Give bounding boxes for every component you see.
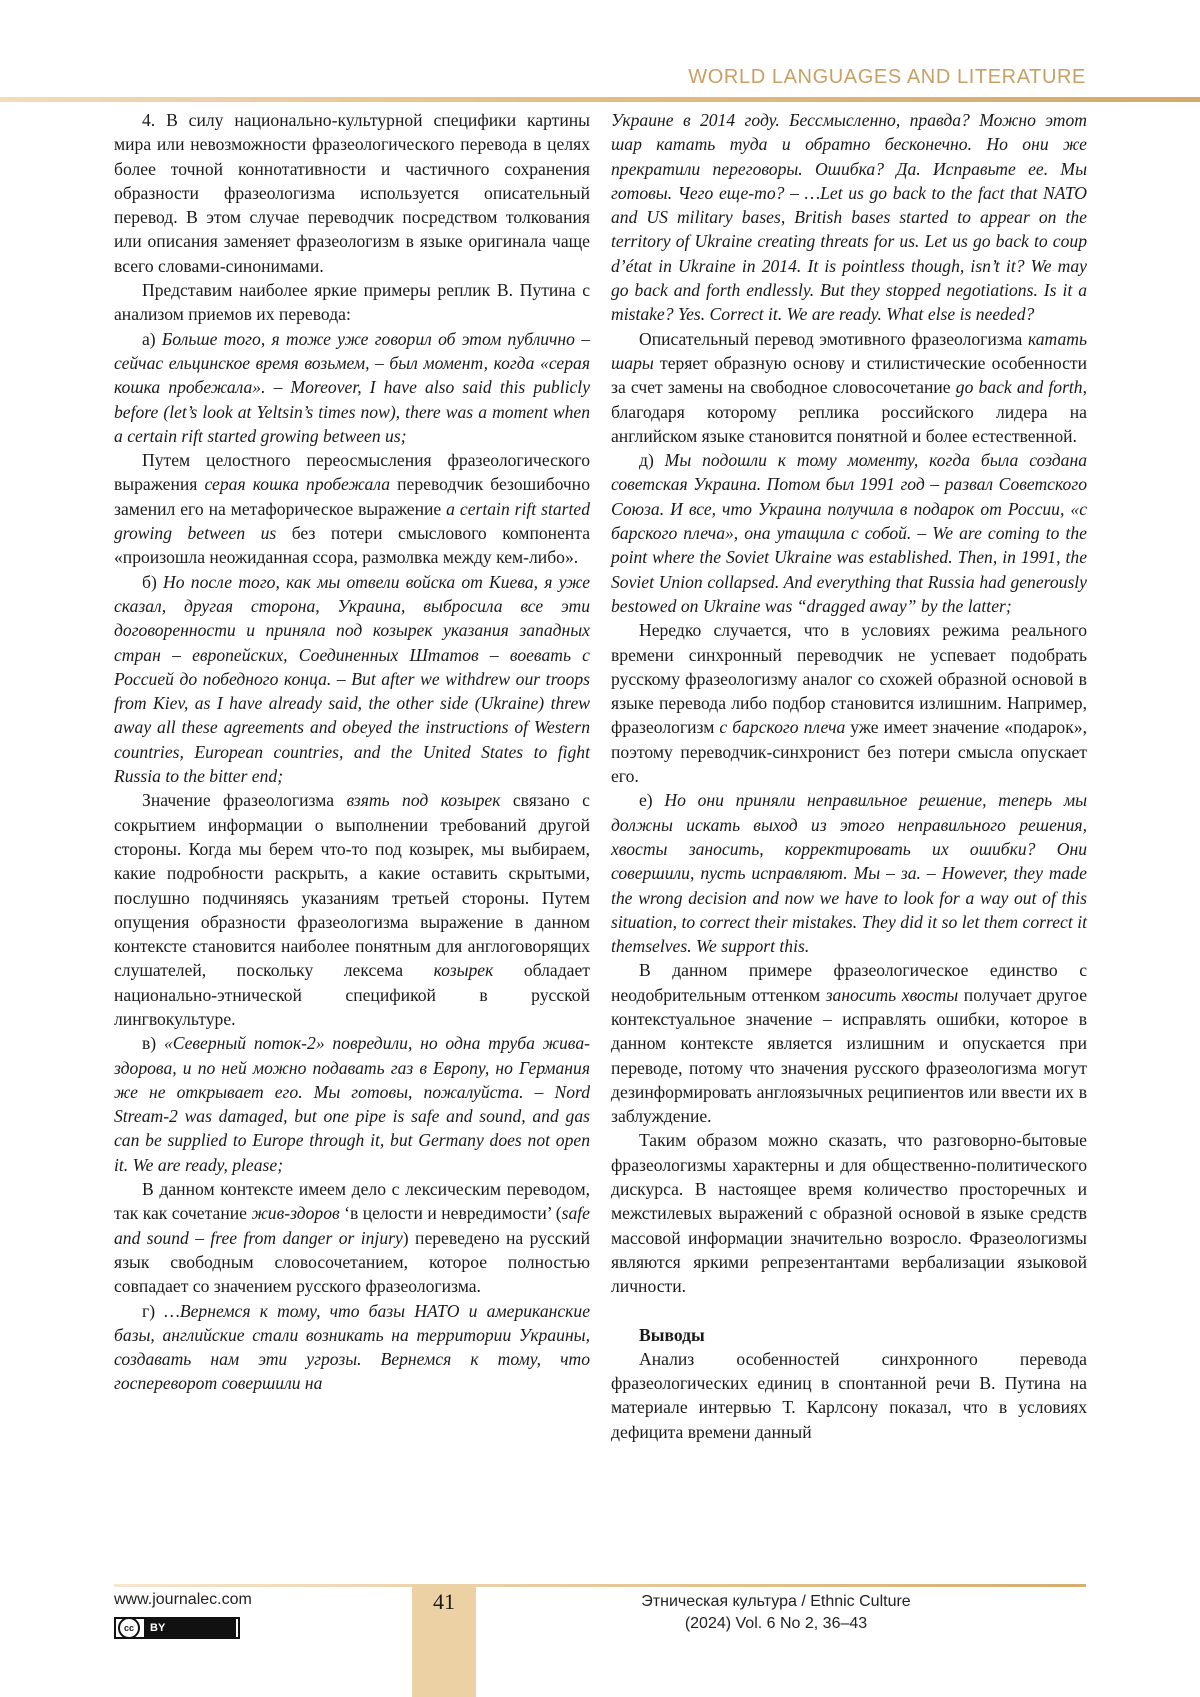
left-column xyxy=(114,108,590,1396)
cc-icon: cc xyxy=(118,1617,140,1639)
journal-name: Этническая культура / Ethnic Culture xyxy=(641,1593,911,1610)
page-number: 41 xyxy=(433,1589,455,1614)
paragraph xyxy=(114,1177,590,1298)
text-run: Значение фразеологизма xyxy=(142,790,347,811)
paragraph xyxy=(114,108,590,278)
paragraph xyxy=(114,448,590,569)
text-run: уже имеет значение «подарок», поэтому переводчик-синхронист без потери смысла опускает его. xyxy=(611,717,1087,787)
footer-rule xyxy=(114,1584,1086,1587)
text-run: а) xyxy=(142,328,162,349)
text-run: ) переведено на русский язык свободным словосочетанием, которое полностью совпадает со значением русского фразеологизма. xyxy=(114,1227,590,1297)
header-rule xyxy=(0,97,1200,102)
paragraph xyxy=(611,108,1087,327)
cc-by-license-badge[interactable] xyxy=(114,1617,240,1639)
journal-citation xyxy=(616,1591,936,1635)
italic-run: с барского плеча xyxy=(719,717,846,738)
paragraph xyxy=(114,788,590,1031)
paragraph xyxy=(611,788,1087,958)
paragraph xyxy=(114,1299,590,1396)
right-column xyxy=(611,108,1087,1444)
text-run: В данном примере фразеологическое единство с неодобрительным оттенком xyxy=(611,960,1087,1005)
text-run: ‘в целости и невредимости’ ( xyxy=(339,1203,562,1224)
text-run: Представим наиболее яркие примеры реплик В. Путина с анализом приемов их перевода: xyxy=(114,280,590,325)
italic-run: …Вернемся к тому, что базы НАТО и американские базы, английские стали возникать на территории Украины, создавать нам эти угрозы. Вернемся к тому, что госпереворот совершили на xyxy=(114,1300,590,1394)
paragraph xyxy=(114,570,590,789)
italic-run: жив-здоров xyxy=(251,1203,340,1224)
paragraph xyxy=(611,618,1087,788)
italic-run: Больше того, я тоже уже говорил об этом публично – сейчас ельцинское время возьмем, – был момент, когда «серая кошка пробежала». – Moreover, I have also said this publicly before (let’s look at Yeltsin’s times now), there was a moment when a certain rift started growing between us; xyxy=(114,328,590,446)
italic-run: Но после того, как мы отвели войска от Киева, я уже сказал, другая сторона, Украина, выбросила все эти договоренности и приняла под козырек указания западных стран – европейских, Соединенных Штатов – воевать с Россией до победного конца. – But after we withdrew our troops from Kiev, as I have already said, the other side (Ukraine) threw away all these agreements and obeyed the instructions of Western countries, European countries, and the United States to fight Russia to the bitter end; xyxy=(114,571,591,787)
paragraph xyxy=(611,1128,1087,1298)
italic-run: safe and sound – free from danger or injury xyxy=(114,1203,590,1248)
text-run: д) xyxy=(639,450,665,471)
section-gap xyxy=(611,1299,1087,1323)
text-run: е) xyxy=(639,790,665,811)
text-run: связано с сокрытием информации о выполнении требований другой стороны. Когда мы берем что-то под козырек, мы выбираем, какие подробности раскрыть, а какие оставить скрытыми, послушно подчиняясь указаниям третьей стороны. Путем опущения образности фразеологизма выражение в данном контексте становится наиболее понятным для англоговорящих слушателей, поскольку лексема xyxy=(114,790,590,981)
italic-run: a certain rift started growing between us xyxy=(114,498,590,544)
italic-run: Мы подошли к тому моменту, когда была создана советская Украина. Потом был 1991 год – развал Советского Союза. И все, что Украина получила в подарок от России, «с барского плеча», она утащила с собой. – We are coming to the point where the Soviet Ukraine was established. Then, in 1991, the Soviet Union collapsed. And everything that Russia had generously bestowed on Ukraine was “dragged away” by the latter; xyxy=(611,450,1087,616)
text-run: в) xyxy=(142,1033,164,1054)
text-run: получает другое контекстуальное значение – исправлять ошибки, которое в данном контексте является излишним и опускается при переводе, потому что значения русского фразеологизма могут дезинформировать англоязычных реципиентов или ввести их в заблуждение. xyxy=(611,984,1088,1127)
text-run: Выводы xyxy=(639,1324,705,1345)
paragraph xyxy=(611,1347,1087,1444)
paragraph xyxy=(611,327,1087,448)
text-run: Анализ особенностей синхронного перевода фразеологических единиц в спонтанной речи В. Путина на материале интервью Т. Карлсону показал, что в условиях дефицита времени данный xyxy=(611,1348,1087,1442)
text-run: г) xyxy=(142,1300,165,1321)
text-run: переводчик безошибочно заменил его на метафорическое выражение xyxy=(114,474,590,519)
section-heading xyxy=(611,1323,1087,1347)
text-run: 4. В силу национально-культурной специфики картины мира или невозможности фразеологического перевода в целях более точной коннотативности и частичного сохранения образности фразеологизма используется описательный перевод. В этом случае переводчик посредством толкования или описания заменяет фразеологизм в языке оригинала чаще всего словами-синонимами. xyxy=(114,110,590,276)
text-run: теряет образную основу и стилистические особенности за счет замены на свободное словосочетание xyxy=(611,352,1087,398)
section-title: WORLD LANGUAGES AND LITERATURE xyxy=(688,66,1086,88)
paragraph xyxy=(611,448,1087,618)
text-run: Путем целостного переосмысления фразеологического выражения xyxy=(114,450,590,495)
italic-run: взять под козырек xyxy=(346,790,501,811)
journal-website-link[interactable]: www.journalec.com xyxy=(114,1591,252,1608)
italic-run: Но они приняли неправильное решение, теперь мы должны искать выход из этого неправильного решения, хвосты заносить, корректировать их ошибки? Они совершили, пусть исправляют. Мы – за. – However, they made the wrong decision and now we have to look for a way out of this situation, to correct their mistakes. They did it so let them correct it themselves. We support this. xyxy=(611,790,1087,957)
italic-run: go back and forth xyxy=(955,377,1083,398)
text-run: б) xyxy=(142,571,164,592)
italic-run: серая кошка пробежала xyxy=(204,474,391,495)
italic-run: заносить хвосты xyxy=(825,984,959,1005)
by-icon: BY xyxy=(144,1619,236,1637)
text-run: Описательный перевод эмотивного фразеологизма xyxy=(639,328,1028,349)
text-run: Нередко случается, что в условиях режима реального времени синхронный переводчик не успевает подобрать русскому фразеологизму аналог со схожей образной основой в языке перевода либо подбор становится излишним. Например, фразеологизм xyxy=(611,620,1087,738)
paragraph xyxy=(114,278,590,327)
text-run: , благодаря которому реплика российского лидера на английском языке становится понятной и более естественной. xyxy=(611,377,1088,446)
text-run: обладает национально-этнической спецификой в русской лингвокультуре. xyxy=(114,960,590,1029)
paragraph xyxy=(114,327,590,448)
text-run: без потери смыслового компонента «произошла неожиданная ссора, размолвка между кем-либо». xyxy=(114,523,591,568)
italic-run: «Северный поток-2» повредили, но одна труба жива-здорова, и по ней можно подавать газ в Европу, но Германия же не открывает его. Мы готовы, пожалуйста. – Nord Stream-2 was damaged, but one pipe is safe and sound, and gas can be supplied to Europe through it, but Germany does not open it. We are ready, please; xyxy=(114,1033,590,1175)
text-run: Таким образом можно сказать, что разговорно-бытовые фразеологизмы характерны и для общественно-политического дискурса. В настоящее время количество просторечных и межстилевых выражений с образной основой в языке средств массовой информации значительно возросло. Фразеологизмы являются яркими репрезентантами вербализации языковой личности. xyxy=(611,1130,1087,1297)
paragraph xyxy=(114,1031,590,1177)
italic-run: козырек xyxy=(433,960,494,981)
journal-volume: (2024) Vol. 6 No 2, 36–43 xyxy=(684,1615,868,1632)
text-run: В данном контексте имеем дело с лексическим переводом, так как сочетание xyxy=(114,1179,590,1224)
italic-run: Украине в 2014 году. Бессмысленно, правда? Можно этот шар катать туда и обратно бесконечно. Но они же прекратили переговоры. Ошибка? Да. Исправьте ее. Мы готовы. Чего еще-то? – …Let us go back to the fact that NATO and US military bases, British bases started to appear on the territory of Ukraine creating threats for us. Let us go back to coup d’état in Ukraine in 2014. It is pointless though, isn’t it? We may go back and forth endlessly. But they stopped negotiations. Is it a mistake? Yes. Correct it. We are ready. What else is needed? xyxy=(611,110,1087,325)
paragraph xyxy=(611,958,1087,1128)
italic-run: катать шары xyxy=(611,328,1087,373)
